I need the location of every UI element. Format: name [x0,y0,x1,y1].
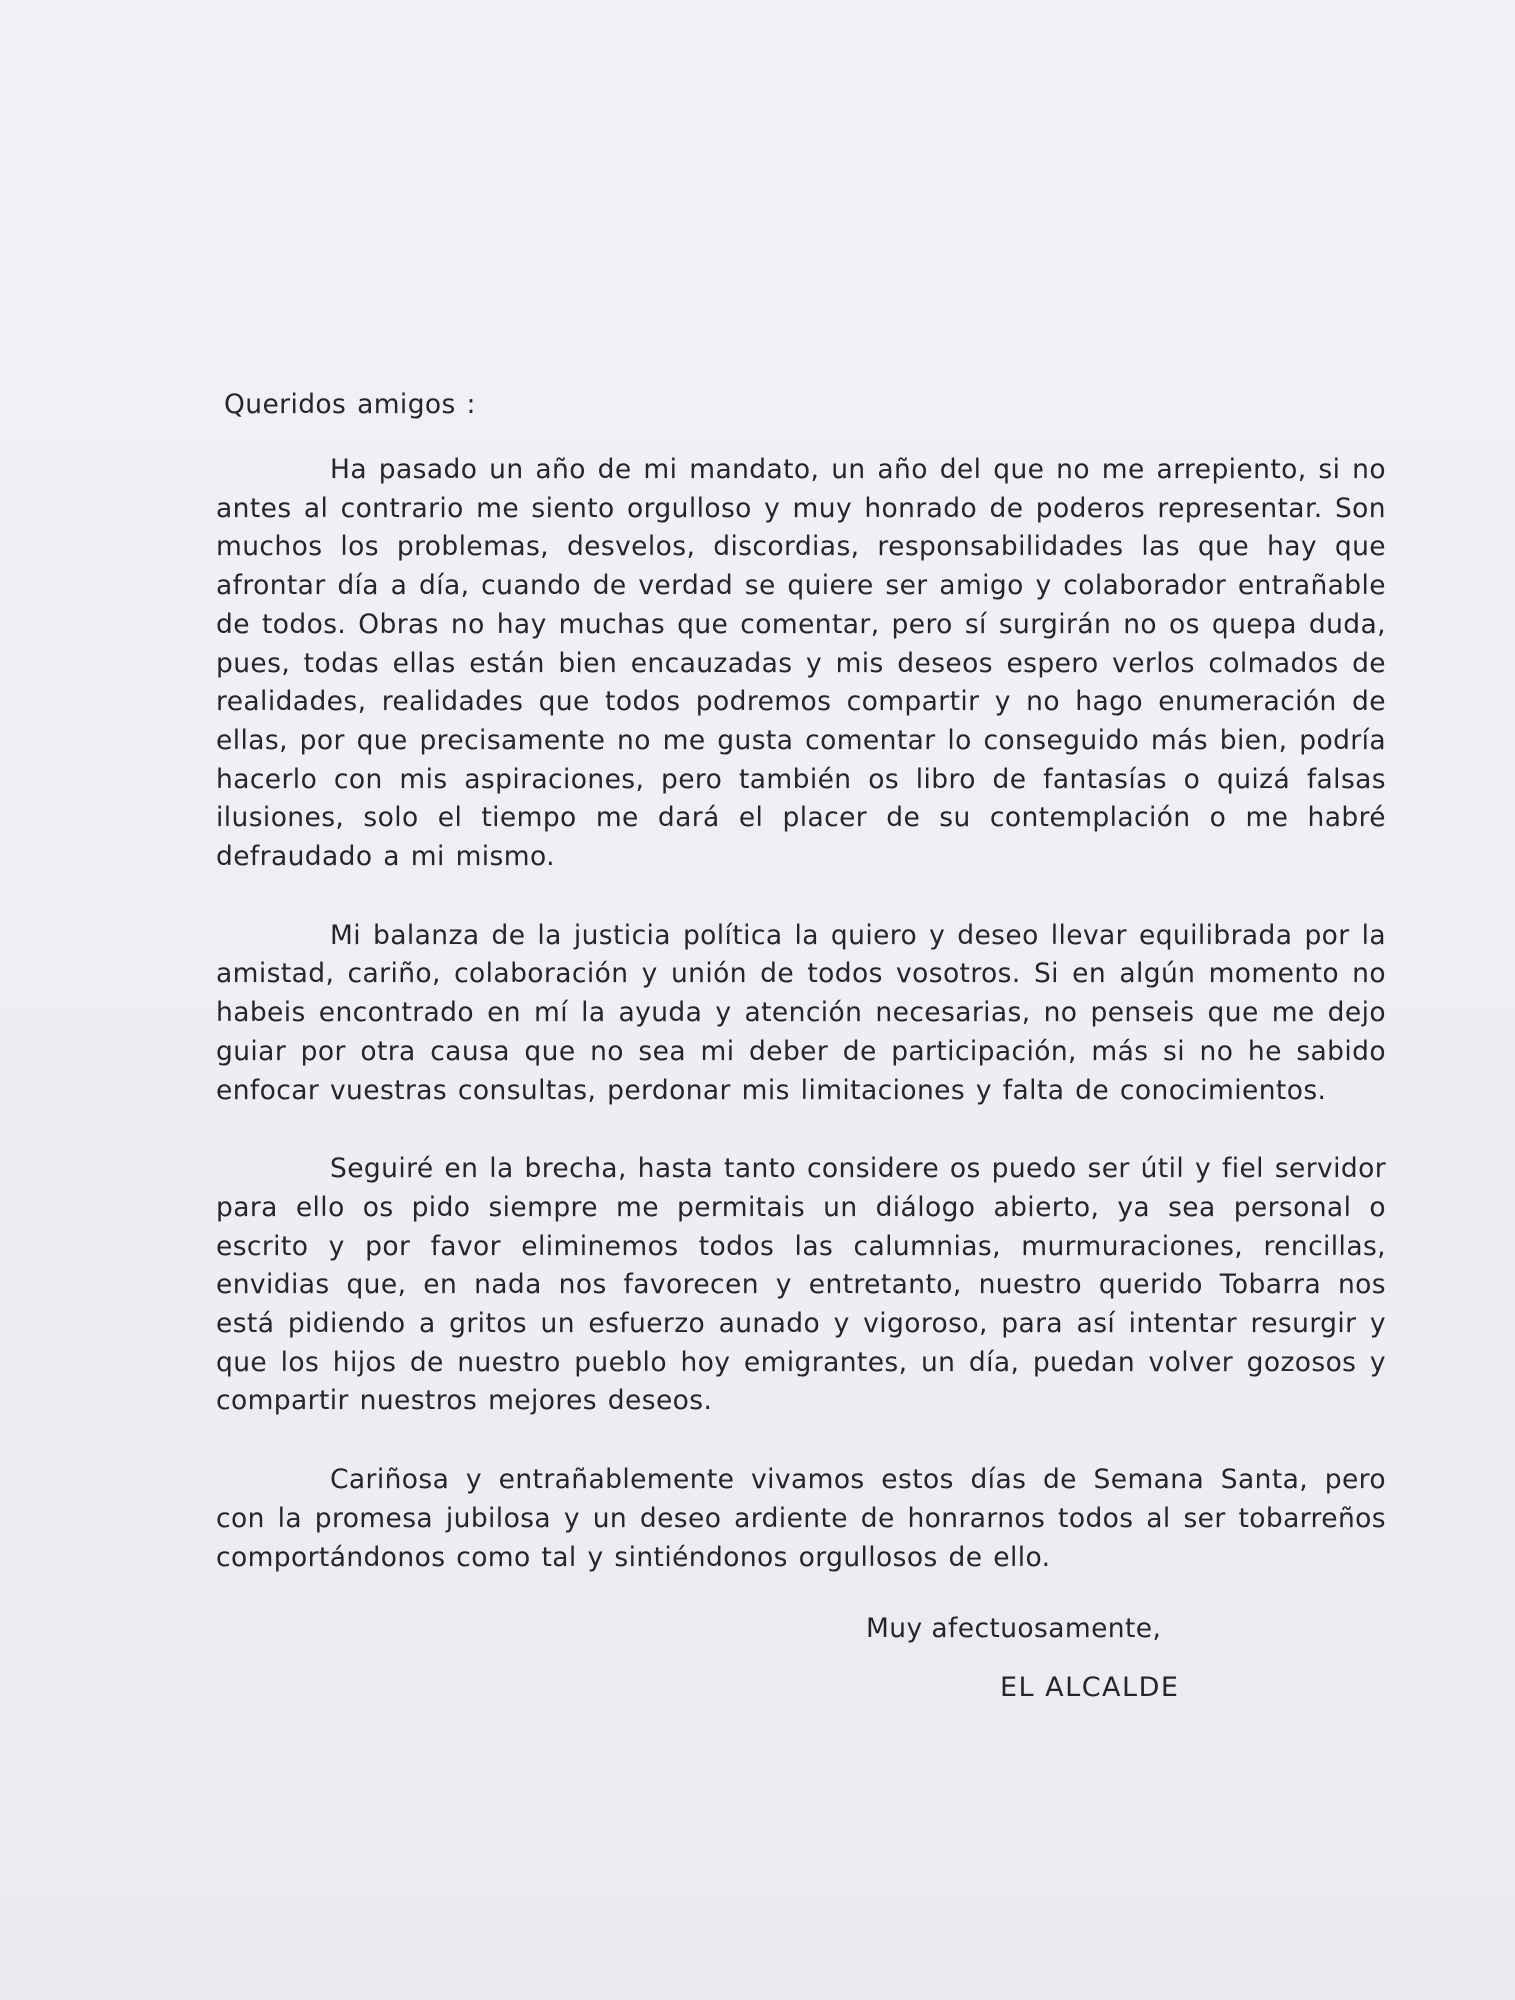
closing-line: Muy afectuosamente, [866,1613,1162,1644]
paragraph-2: Mi balanza de la justicia política la quiero y deseo llevar equilibrada por la amistad, cariño, colaboración y unión de todos vosotros. Si en algún momento no habeis encontrado en mí la ayuda y atención necesarias, no penseis que me dejo guiar por otra causa que no sea mi deber de participación, más si no he sabido enfocar vuestras consultas, perdonar mis limitaciones y falta de conocimientos. [216,919,1386,1106]
paragraph-3: Seguiré en la brecha, hasta tanto considere os puedo ser útil y fiel servidor para ello os pido siempre me permitais un diálogo abierto, ya sea personal o escrito y por favor eliminemos todos las calumnias, murmuraciones, rencillas, envidias que, en nada nos favorecen y entretanto, nuestro querido Tobarra nos está pidiendo a gritos un esfuerzo aunado y vigoroso, para así intentar resurgir y que los hijos de nuestro pueblo hoy emigrantes, un día, puedan volver gozosos y compartir nuestros mejores deseos. [216,1153,1386,1417]
paragraph-1: Ha pasado un año de mi mandato, un año del que no me arrepiento, si no antes al contrario me siento orgulloso y muy honrado de poderos representar. Son muchos los problemas, desvelos, discordias, responsabilidades las que hay que afrontar día a día, cuando de verdad se quiere ser amigo y colaborador entrañable de todos. Obras no hay muchas que comentar, pero sí surgirán no os quepa duda, pues, todas ellas están bien encauzadas y mis deseos espero verlos colmados de realidades, realidades que todos podremos compartir y no hago enumeración de ellas, por que precisamente no me gusta comentar lo conseguido más bien, podría hacerlo con mis aspiraciones, pero también os libro de fantasías o quizá falsas ilusiones, solo el tiempo me dará el placer de su contemplación o me habré defraudado a mi mismo. [216,454,1386,873]
salutation: Queridos amigos : [224,389,476,420]
signature: EL ALCALDE [1000,1672,1180,1703]
letter-body [216,386,1386,1617]
paragraph-4: Cariñosa y entrañablemente vivamos estos días de Semana Santa, pero con la promesa jubilosa y un deseo ardiente de honrarnos todos al ser tobarreños comportándonos como tal y sintiéndonos orgullosos de ello. [216,1464,1386,1573]
